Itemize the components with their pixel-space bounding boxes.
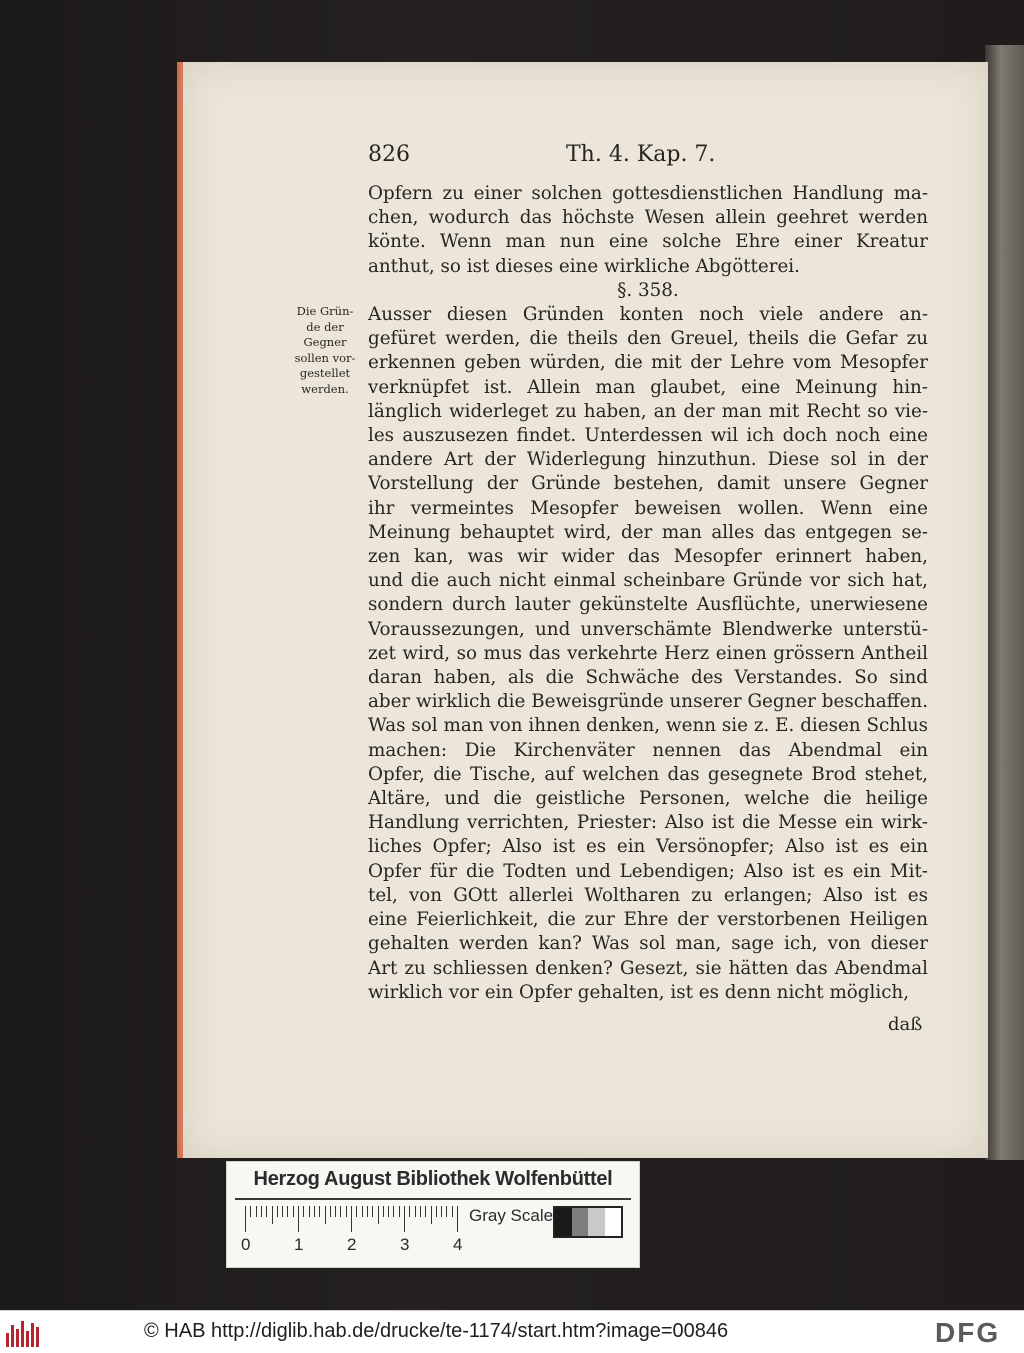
logo-bar — [16, 1329, 19, 1347]
ruler-tick — [351, 1206, 352, 1232]
ruler-tick — [309, 1206, 310, 1217]
text-line: gehalten werden kan? Was sol man, sage ich, von dieser — [368, 933, 928, 955]
marginal-note-line: sollen vor- — [294, 350, 356, 365]
page-number: 826 — [368, 142, 410, 167]
ruler-tick — [335, 1206, 336, 1217]
logo-bar — [26, 1331, 29, 1347]
ruler-tick — [325, 1206, 326, 1224]
gray-swatch — [588, 1208, 605, 1236]
ruler-tick — [399, 1206, 400, 1217]
ruler-tick — [452, 1206, 453, 1217]
logo-bar — [21, 1321, 24, 1347]
ruler-tick — [393, 1206, 394, 1217]
ruler-tick — [383, 1206, 384, 1217]
ruler-tick — [409, 1206, 410, 1217]
ruler-tick — [250, 1206, 251, 1217]
text-line: Art zu schliessen denken? Gesezt, sie hätten das Abendmal — [368, 957, 928, 979]
ruler-tick — [314, 1206, 315, 1217]
ruler-tick — [404, 1206, 405, 1232]
logo-bar — [36, 1327, 39, 1347]
text-line: Altäre, und die geistliche Personen, welche die heilige — [368, 788, 928, 810]
dfg-logo: DFG — [935, 1317, 1001, 1348]
marginal-note-line: Gegner — [303, 335, 347, 350]
gray-swatch — [605, 1208, 622, 1236]
adjacent-page-edges — [985, 45, 1024, 1160]
text-line: aber wirklich die Beweisgründe unserer Gegner beschaffen. — [368, 691, 928, 713]
text-line: erkennen geben würden, die mit der Lehre vom Mesopfer — [368, 352, 928, 374]
text-line: Opfer, die Tische, auf welchen das gesegnete Brod stehet, — [368, 763, 928, 785]
text-line: liches Opfer; Also ist es ein Versönopfer; Also ist es ein — [368, 836, 928, 858]
text-line: Opfern zu einer solchen gottesdienstlichen Handlung ma- — [368, 183, 928, 204]
text-line: könte. Wenn man nun eine solche Ehre einer Kreatur — [368, 231, 928, 253]
ruler-tick — [415, 1206, 416, 1217]
text-line: daran haben, als die Schwäche des Verstandes. So sind — [368, 667, 928, 689]
text-line: zen kan, was wir wider das Mesopfer erinnert haben, — [368, 546, 928, 568]
ruler-tick — [298, 1206, 299, 1232]
text-line: und die auch nicht einmal scheinbare Gründe vor sich hat, — [368, 570, 928, 592]
ruler-tick — [446, 1206, 447, 1217]
ruler-tick — [319, 1206, 320, 1217]
text-line: les auszusezen findet. Unterdessen wil ich doch noch eine — [368, 425, 928, 447]
catchword: daß — [888, 1014, 923, 1035]
text-line: anthut, so ist dieses eine wirkliche Abgötterei. — [368, 255, 800, 277]
ruler-tick — [457, 1206, 458, 1232]
text-line: §. 358. — [617, 279, 679, 301]
ruler-tick — [388, 1206, 389, 1217]
gray-swatch — [555, 1208, 572, 1236]
ruler-tick — [356, 1206, 357, 1217]
ruler-label: 3 — [400, 1235, 410, 1254]
text-line: machen: Die Kirchenväter nennen das Abendmal ein — [368, 739, 928, 761]
ruler-tick — [287, 1206, 288, 1217]
color-calibration-card — [226, 1161, 640, 1268]
footer-bar — [0, 1310, 1024, 1353]
text-line: verknüpfet ist. Allein man glaubet, eine Meinung hin- — [368, 376, 928, 398]
ruler-tick — [303, 1206, 304, 1217]
ruler-scale — [245, 1206, 461, 1232]
footer-credit: © HAB http://diglib.hab.de/drucke/te-1174/start.htm?image=00846 — [144, 1320, 729, 1342]
text-line: wirklich vor ein Opfer gehalten, ist es denn nicht möglich, — [368, 981, 910, 1003]
card-divider — [235, 1198, 631, 1200]
card-title: Herzog August Bibliothek Wolfenbüttel — [253, 1168, 613, 1190]
text-line: Ausser diesen Gründen konten noch viele andere an- — [368, 304, 928, 326]
ruler-tick — [266, 1206, 267, 1217]
ruler-tick — [431, 1206, 432, 1224]
ruler-tick — [261, 1206, 262, 1217]
ruler-tick — [372, 1206, 373, 1217]
logo-bar — [11, 1325, 14, 1347]
text-line: chen, wodurch das höchste Wesen allein geehret werden — [368, 207, 928, 229]
ruler-tick — [282, 1206, 283, 1217]
logo-bar — [6, 1333, 9, 1347]
text-line: Meinung behauptet wird, der man alles das entgegen se- — [368, 521, 928, 543]
page-header — [368, 142, 928, 176]
ruler-tick — [256, 1206, 257, 1217]
ruler-tick — [245, 1206, 246, 1232]
ruler-label: 4 — [453, 1235, 463, 1254]
text-line: Was sol man von ihnen denken, wenn sie z. E. diesen Schlus — [368, 715, 928, 737]
text-line: ihr vermeintes Mesopfer beweisen wollen. Wenn eine — [368, 497, 928, 519]
ruler-tick — [272, 1206, 273, 1224]
text-line: gefüret werden, die theils den Greuel, theils die Gefar zu — [368, 328, 928, 350]
ruler-tick — [441, 1206, 442, 1217]
text-line: andere Art der Widerlegung hinzuthun. Diese sol in der — [368, 449, 928, 471]
text-line: Voraussezungen, und unverschämte Blendwerke unterstü- — [368, 618, 928, 640]
ruler-tick — [436, 1206, 437, 1217]
ruler-tick — [420, 1206, 421, 1217]
text-line: Opfer für die Todten und Lebendigen; Also ist es ein Mit- — [368, 860, 928, 882]
ruler-label: 0 — [241, 1235, 251, 1254]
body-text — [368, 182, 928, 1005]
text-line: tel, von GOtt allerlei Woltharen zu erlangen; Also ist es — [368, 884, 928, 906]
ruler-tick — [367, 1206, 368, 1217]
ruler-tick — [330, 1206, 331, 1217]
marginal-note — [288, 304, 362, 398]
hab-logo-icon — [6, 1319, 40, 1347]
marginal-note-line: Die Grün- — [296, 304, 354, 318]
text-line: sondern durch lauter gekünstelte Ausflüchte, unerwiesene — [368, 594, 928, 616]
gray-scale-label: Gray Scale — [469, 1206, 554, 1225]
marginal-note-line: gestellet — [299, 366, 351, 381]
ruler-tick — [346, 1206, 347, 1217]
ruler-tick — [277, 1206, 278, 1217]
gray-scale-swatches — [553, 1206, 623, 1238]
ruler-label: 2 — [347, 1235, 357, 1254]
marginal-note-line: werden. — [301, 381, 349, 396]
text-line: länglich widerleget zu haben, an der man mit Recht so vie- — [368, 400, 928, 422]
marginal-note-line: de der — [306, 319, 344, 334]
ruler-label: 1 — [294, 1235, 304, 1254]
ruler-tick — [293, 1206, 294, 1217]
ruler-tick — [362, 1206, 363, 1217]
ruler-tick — [425, 1206, 426, 1217]
text-line: eine Feierlichkeit, die zur Ehre der verstorbenen Heiligen — [368, 909, 928, 931]
text-line: Vorstellung der Gründe bestehen, damit unsere Gegner — [368, 473, 928, 495]
text-line: zet wird, so mus das verkehrte Herz einen grössern Antheil — [368, 642, 928, 664]
ruler-tick — [340, 1206, 341, 1217]
running-head: Th. 4. Kap. 7. — [566, 142, 716, 167]
text-line: Handlung verrichten, Priester: Also ist die Messe ein wirk- — [368, 812, 928, 834]
logo-bar — [31, 1323, 34, 1347]
gray-swatch — [572, 1208, 589, 1236]
ruler-tick — [378, 1206, 379, 1224]
ruler-labels — [241, 1235, 481, 1257]
